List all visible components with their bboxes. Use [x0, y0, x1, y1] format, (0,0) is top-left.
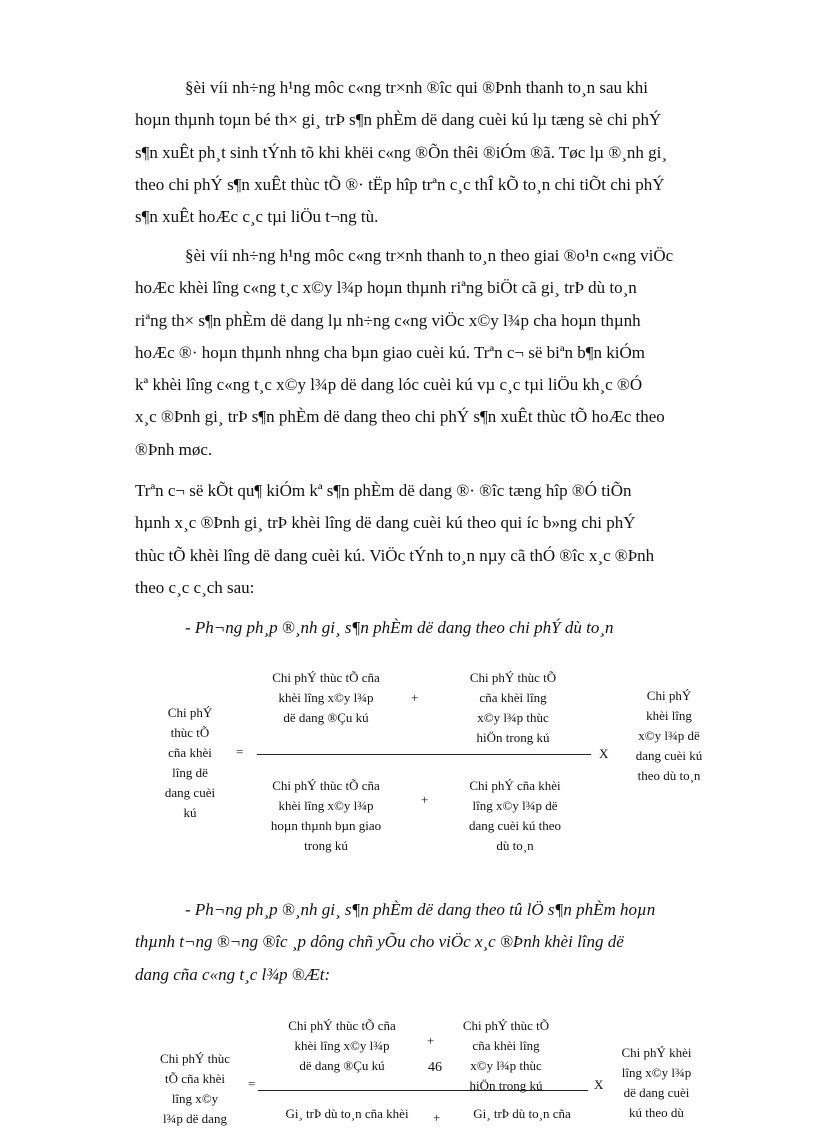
- formula-1-lhs: Chi phÝ thùc tÕ cña khèi lîng dë dang cuèi kú: [164, 705, 216, 820]
- formula-1-denominator-b: Chi phÝ cña khèi lîng x©y l¾p dë dang cuèi kú theo dù to¸n: [468, 778, 562, 853]
- fraction-bar: [257, 754, 591, 755]
- plus-sign: +: [411, 690, 419, 705]
- paragraph-2: [135, 240, 739, 466]
- text-line: ®Þnh møc.: [135, 439, 213, 459]
- plus-sign: +: [421, 792, 429, 807]
- text-line: hµnh x¸c ®Þnh gi¸ trÞ khèi lîng dë dang cuèi kú theo qui íc b»ng chi phÝ: [135, 513, 636, 533]
- page-number: 46: [428, 1060, 442, 1075]
- plus-sign: +: [433, 1110, 441, 1125]
- formula-2-rhs: Chi phÝ khèi lîng x©y l¾p dë dang cuèi kú theo dù: [621, 1045, 692, 1120]
- text-line: hoµn thµnh toµn bé th× gi¸ trÞ s¶n phÈm dë dang cuèi kú lµ tæng sè chi phÝ: [135, 110, 662, 130]
- equals-sign: =: [236, 744, 244, 759]
- text-line: - Ph¬ng ph¸p ®¸nh gi¸ s¶n phÈm dë dang theo chi phÝ dù to¸n: [185, 618, 614, 637]
- formula-1-rhs: Chi phÝ khèi lîng x©y l¾p dë dang cuèi kú theo dù to¸n: [635, 688, 703, 783]
- text-line: riªng th× s¶n phÈm dë dang lµ nh÷ng c«ng viÖc x©y l¾p cha hoµn thµnh: [135, 310, 641, 330]
- method-2-heading: [135, 894, 739, 991]
- fraction-bar: [258, 1090, 588, 1091]
- text-line: hoÆc ®· hoµn thµnh nhng cha bµn giao cuèi kú. Trªn c¬ së biªn b¶n kiÓm: [135, 342, 645, 362]
- formula-2-denominator-a: Gi¸ trÞ dù to¸n cña khèi: [285, 1106, 409, 1121]
- multiply-sign: X: [594, 1077, 604, 1092]
- text-line: Trªn c¬ së kÕt qu¶ kiÓm kª s¶n phÈm dë dang ®· ®îc tæng hîp ®Ó tiÕn: [135, 481, 632, 500]
- formula-2-numerator-b: Chi phÝ thùc tÕ cña khèi lîng x©y l¾p thùc hiÖn trong kú: [462, 1018, 550, 1093]
- plus-sign: +: [427, 1033, 435, 1048]
- method-1-heading: [185, 612, 745, 644]
- formula-1-denominator-a: Chi phÝ thùc tÕ cña khèi lîng x©y l¾p hoµn thµnh bµn giao trong kú: [270, 778, 382, 853]
- text-line: dang cña c«ng t¸c l¾p ®Æt:: [135, 964, 331, 984]
- text-line: s¶n xuÊt ph¸t sinh tÝnh tõ khi khëi c«ng ®Õn thêi ®iÓm ®ã. Tøc lµ ®¸nh gi¸: [135, 142, 668, 162]
- text-line: s¶n xuÊt hoÆc c¸c tµi liÖu t¬ng tù.: [135, 207, 379, 227]
- formula-1-numerator-a: Chi phÝ thùc tÕ cña khèi lîng x©y l¾p dë dang ®Çu kú: [272, 670, 380, 725]
- text-line: theo c¸c c¸ch sau:: [135, 577, 255, 597]
- formula-2-lhs: Chi phÝ thùc tÕ cña khèi lîng x©y l¾p dë dang: [159, 1051, 231, 1126]
- text-line: thµnh t¬ng ®¬ng ®îc ¸p dông chñ yÕu cho viÖc x¸c ®Þnh khèi lîng dë: [135, 932, 624, 952]
- text-line: §èi víi nh÷ng h¹ng môc c«ng tr×nh ®îc qui ®Þnh thanh to¸n sau khi: [185, 78, 648, 97]
- formula-1-numerator-b: Chi phÝ thùc tÕ cña khèi lîng x©y l¾p thùc hiÖn trong kú: [469, 670, 557, 745]
- text-line: kª khèi lîng c«ng t¸c x©y l¾p dë dang lóc cuèi kú vµ c¸c tµi liÖu kh¸c ®Ó: [135, 375, 643, 395]
- text-line: thùc tÕ khèi lîng dë dang cuèi kú. ViÖc tÝnh to¸n nµy cã thÓ ®îc x¸c ®Þnh: [135, 545, 655, 565]
- text-line: hoÆc khèi lîng c«ng t¸c x©y l¾p hoµn thµnh riªng biÖt cã gi¸ trÞ dù to¸n: [135, 278, 637, 298]
- text-line: §èi víi nh÷ng h¹ng môc c«ng tr×nh thanh to¸n theo giai ®o¹n c«ng viÖc: [185, 246, 674, 265]
- text-line: x¸c ®Þnh gi¸ trÞ s¶n phÈm dë dang theo chi phÝ s¶n xuÊt thùc tÕ hoÆc theo: [135, 407, 665, 427]
- text-line: - Ph¬ng ph¸p ®¸nh gi¸ s¶n phÈm dë dang theo tû lÖ s¶n phÈm hoµn: [185, 900, 656, 919]
- paragraph-3: [135, 475, 739, 604]
- equals-sign: =: [248, 1076, 256, 1091]
- multiply-sign: X: [599, 746, 609, 761]
- formula-2-numerator-a: Chi phÝ thùc tÕ cña khèi lîng x©y l¾p dë dang ®Çu kú: [288, 1018, 396, 1073]
- text-line: theo chi phÝ s¶n xuÊt thùc tÕ ®· tËp hîp trªn c¸c thÎ kÕ to¸n chi tiÕt chi phÝ: [135, 174, 665, 194]
- paragraph-1: [135, 72, 739, 233]
- formula-2-denominator-b: Gi¸ trÞ dù to¸n cña: [473, 1106, 571, 1121]
